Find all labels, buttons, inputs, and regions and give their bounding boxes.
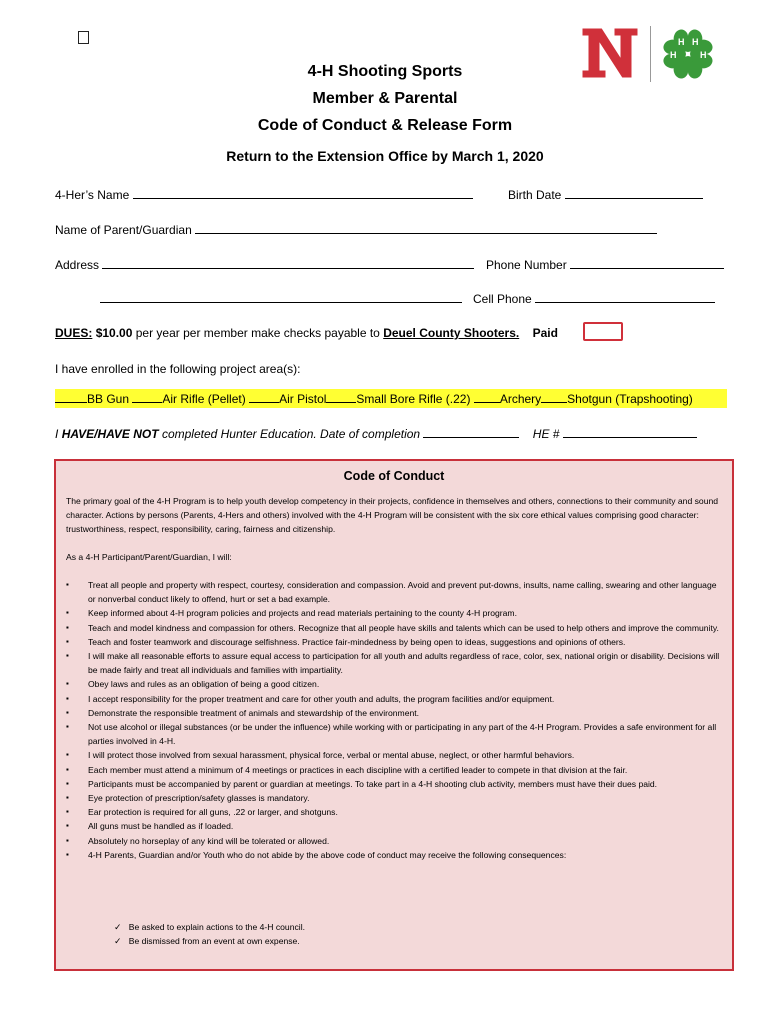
- dues-label: DUES:: [55, 326, 93, 340]
- parent-row: [55, 222, 657, 237]
- project-air-pistol: Air Pistol: [279, 392, 327, 406]
- consequences-intro: 4-H Parents, Guardian and/or Youth who do not abide by the above code of conduct may receive the following consequences:: [88, 849, 567, 860]
- list-item: ▪ Keep informed about 4-H program policies and projects and read materials pertaining to the county 4-H program.: [66, 606, 726, 620]
- list-item: ▪ I will make all reasonable efforts to assure equal access to participation for all youth and adults regardless of race, color, sex, national origin or disability. Decisions will be made fairly and treat all individuals and families with impartiality.: [66, 649, 726, 677]
- paid-label: Paid: [532, 326, 558, 340]
- address-label: Address: [55, 258, 100, 272]
- consequence-text: Be asked to explain actions to the 4-H council.: [128, 922, 305, 932]
- svg-text:H: H: [678, 37, 685, 47]
- address-line-2-field[interactable]: [100, 291, 462, 303]
- list-item: [66, 848, 726, 862]
- code-of-conduct-as-a: As a 4-H Participant/Parent/Guardian, I will:: [66, 552, 232, 562]
- list-item: ▪ I will protect those involved from sexual harassment, physical force, verbal or mental abuse, neglect, or other harmful behaviors.: [66, 748, 726, 762]
- name-label: 4-Her’s Name: [55, 188, 130, 202]
- title-line-1: 4-H Shooting Sports: [307, 63, 463, 80]
- consequence-item: [96, 934, 706, 948]
- project-archery: Archery: [499, 392, 542, 406]
- consequence-item: [96, 920, 706, 934]
- air-pistol-blank[interactable]: [249, 391, 279, 403]
- cell-phone-label: Cell Phone: [473, 292, 532, 306]
- return-deadline: Return to the Extension Office by March 1, 2020: [226, 148, 544, 164]
- svg-text:H: H: [670, 50, 677, 60]
- list-item: ▪ Not use alcohol or illegal substances (or be under the influence) while working with or participating in any part of the 4-H Program. Provides a safe environment for all parties involved in 4-H.: [66, 720, 726, 748]
- consequence-text: Be dismissed from an event at own expense.: [128, 936, 300, 947]
- project-air-rifle: Air Rifle (Pellet): [162, 392, 246, 406]
- birth-date-field[interactable]: [565, 187, 703, 199]
- svg-text:H: H: [700, 50, 707, 60]
- consequence-list: [66, 920, 706, 948]
- phone-label: Phone Number: [486, 258, 567, 272]
- conduct-bullet-list: [66, 578, 726, 862]
- cell-phone-row: [473, 291, 715, 306]
- phone-field[interactable]: [570, 257, 724, 269]
- title-line-3: Code of Conduct & Release Form: [257, 117, 513, 134]
- list-item: ▪ Participants must be accompanied by parent or guardian at meetings. To take part in a 4-H shooting club activity, members must have their dues paid.: [66, 777, 726, 791]
- project-intro: I have enrolled in the following project area(s):: [55, 362, 301, 376]
- form-title: [0, 58, 770, 139]
- address-row: [55, 257, 474, 272]
- code-of-conduct-intro: The primary goal of the 4-H Program is to help youth develop competency in their projects, confidence in themselves and others, connections to their community and sound character. Actions by persons (Parents, 4-Hers and others) involved with the 4-H Program will be consistent with the six core ethical values comprising good character: trustworthiness, respect, responsibility, caring, fairness and citizenship.: [66, 496, 719, 535]
- list-item: ▪ Obey laws and rules as an obligation of being a good citizen.: [66, 677, 726, 691]
- list-item: ▪ Absolutely no horseplay of any kind will be tolerated or allowed.: [66, 834, 726, 848]
- dues-payee: Deuel County Shooters.: [383, 326, 520, 340]
- project-options: [55, 389, 727, 408]
- address-line-2-row: [100, 291, 462, 306]
- bb-gun-blank[interactable]: [55, 391, 87, 403]
- svg-text:H: H: [692, 37, 699, 47]
- code-of-conduct-box: [54, 459, 734, 971]
- list-item: ▪ Ear protection is required for all guns, .22 or larger, and shotguns.: [66, 805, 726, 819]
- project-small-bore: Small Bore Rifle (.22): [356, 392, 471, 406]
- parent-field[interactable]: [195, 222, 657, 234]
- list-item: ▪ Treat all people and property with respect, courtesy, consideration and compassion. Avoid and prevent put-downs, insults, name calling, swearing and other language or nonverbal conduct likely to offend, hurt or set a bad example.: [66, 578, 726, 606]
- birth-date-label: Birth Date: [508, 188, 562, 202]
- list-item: ▪ Eye protection of prescription/safety glasses is mandatory.: [66, 791, 726, 805]
- checkbox-glyph-icon: [78, 31, 89, 44]
- have-have-not: HAVE/HAVE NOT: [61, 427, 159, 441]
- air-rifle-blank[interactable]: [132, 391, 162, 403]
- list-item: ▪ Teach and model kindness and compassion for others. Recognize that all people have skills and talents which can be used to help others and improve the community.: [66, 621, 726, 635]
- title-line-2: Member & Parental: [312, 90, 458, 107]
- phone-row: [486, 257, 724, 272]
- hunter-education-row: [55, 426, 697, 441]
- paid-checkbox[interactable]: [583, 322, 623, 341]
- project-bb-gun: BB Gun: [87, 392, 130, 406]
- list-item: ▪ All guns must be handled as if loaded.: [66, 819, 726, 833]
- code-of-conduct-title: Code of Conduct: [343, 469, 445, 483]
- parent-label: Name of Parent/Guardian: [55, 223, 192, 237]
- dues-amount: $10.00: [95, 326, 133, 340]
- project-shotgun: Shotgun (Trapshooting): [567, 392, 693, 406]
- shotgun-blank[interactable]: [541, 391, 567, 403]
- name-field[interactable]: [133, 187, 473, 199]
- list-item: ▪ I accept responsibility for the proper treatment and care for other youth and adults, the program facilities and/or equipment.: [66, 692, 726, 706]
- birth-date-row: [508, 187, 703, 202]
- dues-text: per year per member make checks payable to: [135, 326, 380, 340]
- he-number-field[interactable]: [563, 426, 697, 438]
- hunter-prefix: I: [55, 427, 59, 441]
- cell-phone-field[interactable]: [535, 291, 715, 303]
- list-item: ▪ Each member must attend a minimum of 4 meetings or practices in each discipline with a certified leader to compete in that division at the fair.: [66, 763, 726, 777]
- list-item: ▪ Teach and foster teamwork and discourage selfishness. Practice fair-mindedness by being open to ideas, suggestions and opinions of others.: [66, 635, 726, 649]
- he-number-label: HE #: [532, 427, 560, 441]
- list-item: ▪ Demonstrate the responsible treatment of animals and stewardship of the environment.: [66, 706, 726, 720]
- small-bore-blank[interactable]: [326, 391, 356, 403]
- archery-blank[interactable]: [474, 391, 500, 403]
- address-field[interactable]: [102, 257, 474, 269]
- dues-row: [55, 326, 558, 340]
- name-row: [55, 187, 473, 202]
- completion-date-field[interactable]: [423, 426, 519, 438]
- hunter-text: completed Hunter Education. Date of completion: [161, 427, 421, 441]
